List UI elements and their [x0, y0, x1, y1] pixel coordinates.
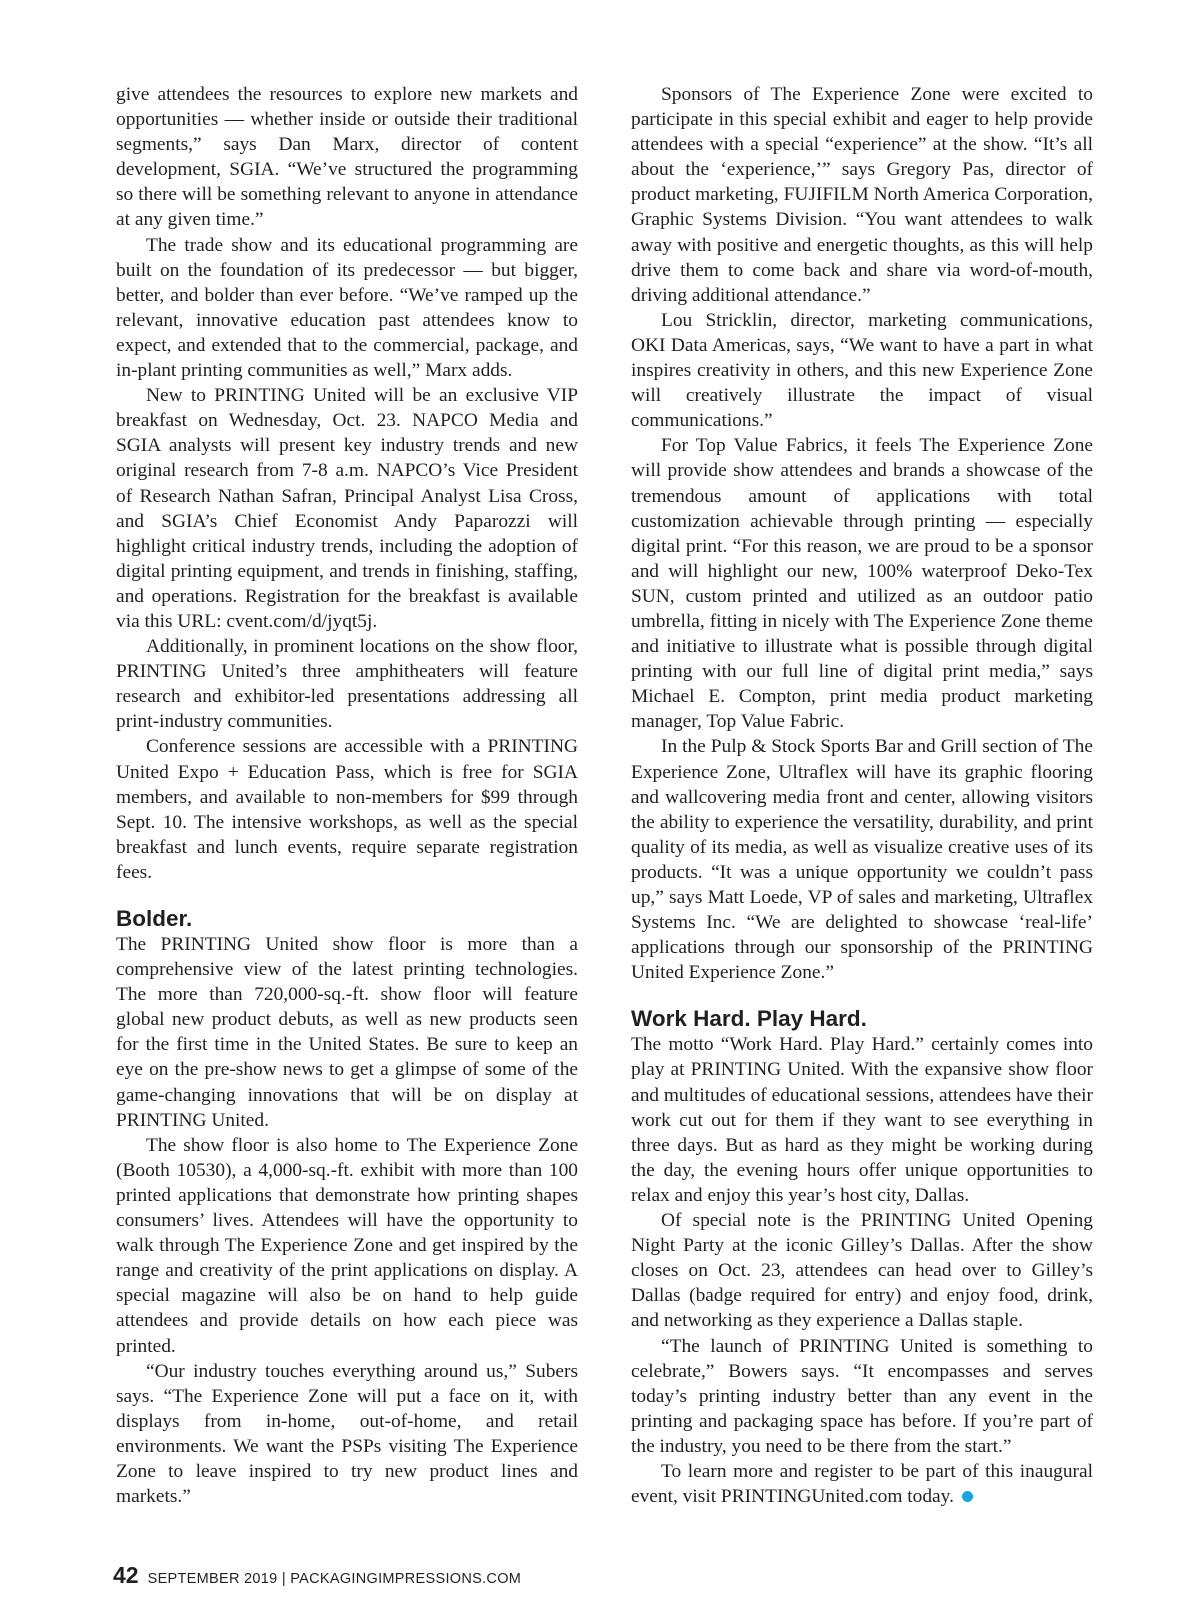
- right-column: [631, 82, 1093, 1509]
- paragraph: give attendees the resources to explore new markets and opportunities — whether inside or outside their traditional segments,” says Dan Marx, director of content development, SGIA. “We’ve structured the programming so there will be something relevant to anyone in attendance at any given time.”: [116, 84, 578, 231]
- paragraph: Lou Stricklin, director, marketing communications, OKI Data Americas, says, “We want to have a part in what inspires creativity in others, and this new Experience Zone will creatively illustrate the impact of visual communications.”: [631, 309, 1093, 432]
- paragraph: For Top Value Fabrics, it feels The Experience Zone will provide show attendees and brands a showcase of the tremendous amount of applications with total customization achievable through printing — especially digital print. “For this reason, we are proud to be a sponsor and will highlight our new, 100% waterproof Deko-Tex SUN, custom printed and utilized as an outdoor patio umbrella, fitting in nicely with The Experience Zone theme and initiative to illustrate what is possible through digital printing with our full line of digital print media,” says Michael E. Compton, print media product marketing manager, Top Value Fabric.: [631, 435, 1093, 733]
- paragraph: “The launch of PRINTING United is something to celebrate,” Bowers says. “It encompasses and serves today’s printing industry better than any event in the printing and packaging space has before. If you’re part of the industry, you need to be there from the start.”: [631, 1335, 1093, 1457]
- paragraph: The trade show and its educational programming are built on the foundation of its predecessor — but bigger, better, and bolder than ever before. “We’ve ramped up the relevant, innovative education past attendees know to expect, and extended that to the commercial, package, and in-plant printing communities as well,” Marx adds.: [116, 234, 578, 382]
- paragraph: The motto “Work Hard. Play Hard.” certainly comes into play at PRINTING United. With the expansive show floor and multitudes of educational sessions, attendees have their work cut out for them if they want to see everything in three days. But as hard as they might be working during the day, the evening hours offer unique opportunities to relax and enjoy this year’s host city, Dallas.: [631, 1034, 1094, 1206]
- page-number: 42: [113, 1562, 139, 1588]
- section-heading-work-hard: Work Hard. Play Hard.: [631, 1006, 867, 1032]
- paragraph: New to PRINTING United will be an exclusive VIP breakfast on Wednesday, Oct. 23. NAPCO Media and SGIA analysts will present key industry trends and new original research from 7-8 a.m. NAPCO’s Vice President of Research Nathan Safran, Principal Analyst Lisa Cross, and SGIA’s Chief Economist Andy Paparozzi will highlight critical industry trends, including the adoption of digital printing equipment, and trends in finishing, staffing, and operations. Registration for the breakfast is available via this URL: cvent.com/d/jyqt5j.: [116, 385, 578, 632]
- paragraph: Sponsors of The Experience Zone were excited to participate in this special exhibit and eager to help provide attendees with a special “experience” at the show. “It’s all about the ‘experience,’” says Gregory Pas, director of product marketing, FUJIFILM North America Corporation, Graphic Systems Division. “You want attendees to walk away with positive and energetic thoughts, as this will help drive them to come back and share via word-of-mouth, driving additional attendance.”: [631, 84, 1093, 306]
- page-footer: [113, 1562, 521, 1589]
- folio: SEPTEMBER 2019 | PACKAGINGIMPRESSIONS.COM: [147, 1571, 522, 1587]
- paragraph: The PRINTING United show floor is more than a comprehensive view of the latest printing technologies. The more than 720,000-sq.-ft. show floor will feature global new product debuts, as well as new products seen for the first time in the United States. Be sure to keep an eye on the pre-show news to get a glimpse of some of the game-changing innovations that will be on display at PRINTING United.: [116, 934, 578, 1131]
- paragraph: In the Pulp & Stock Sports Bar and Grill section of The Experience Zone, Ultraflex will have its graphic flooring and wallcovering media front and center, allowing visitors the ability to experience the versatility, durability, and print quality of its media, as well as visualize creative uses of its products. “It was a unique opportunity we couldn’t pass up,” says Matt Loede, VP of sales and marketing, Ultraflex Systems Inc. “We are delighted to showcase ‘real-life’ applications through our sponsorship of the PRINTING United Experience Zone.”: [631, 736, 1093, 984]
- paragraph: Of special note is the PRINTING United Opening Night Party at the iconic Gilley’s Dallas. After the show closes on Oct. 23, attendees can head over to Gilley’s Dallas (badge required for entry) and enjoy food, drink, and networking as they experience a Dallas staple.: [631, 1210, 1093, 1332]
- paragraph: Conference sessions are accessible with a PRINTING United Expo + Education Pass, which is free for SGIA members, and available to non-members for $99 through Sept. 10. The intensive workshops, as well as the special breakfast and lunch events, require separate registration fees.: [116, 736, 578, 883]
- paragraph: “Our industry touches everything around us,” Subers says. “The Experience Zone will put a face on it, with displays from in-home, out-of-home, and retail environments. We want the PSPs visiting The Experience Zone to leave inspired to try new product lines and markets.”: [116, 1360, 578, 1508]
- paragraph: The show floor is also home to The Experience Zone (Booth 10530), a 4,000-sq.-ft. exhibit with more than 100 printed applications that demonstrate how printing shapes consumers’ lives. Attendees will have the opportunity to walk through The Experience Zone and get inspired by the range and creativity of the print applications on display. A special magazine will also be on hand to help guide attendees and provide details on how each piece was printed.: [116, 1134, 578, 1357]
- section-heading-bolder: Bolder.: [116, 906, 193, 931]
- left-column: [116, 82, 578, 1509]
- end-of-article-dot-icon: [962, 1491, 973, 1502]
- paragraph: Additionally, in prominent locations on the show floor, PRINTING United’s three amphitheaters will feature research and exhibitor-led presentations addressing all print-industry communities.: [116, 636, 578, 733]
- final-text: To learn more and register to be part of this inaugural event, visit PRINTINGUnited.com today.: [631, 1460, 1093, 1508]
- paragraph-final: [631, 1459, 1093, 1509]
